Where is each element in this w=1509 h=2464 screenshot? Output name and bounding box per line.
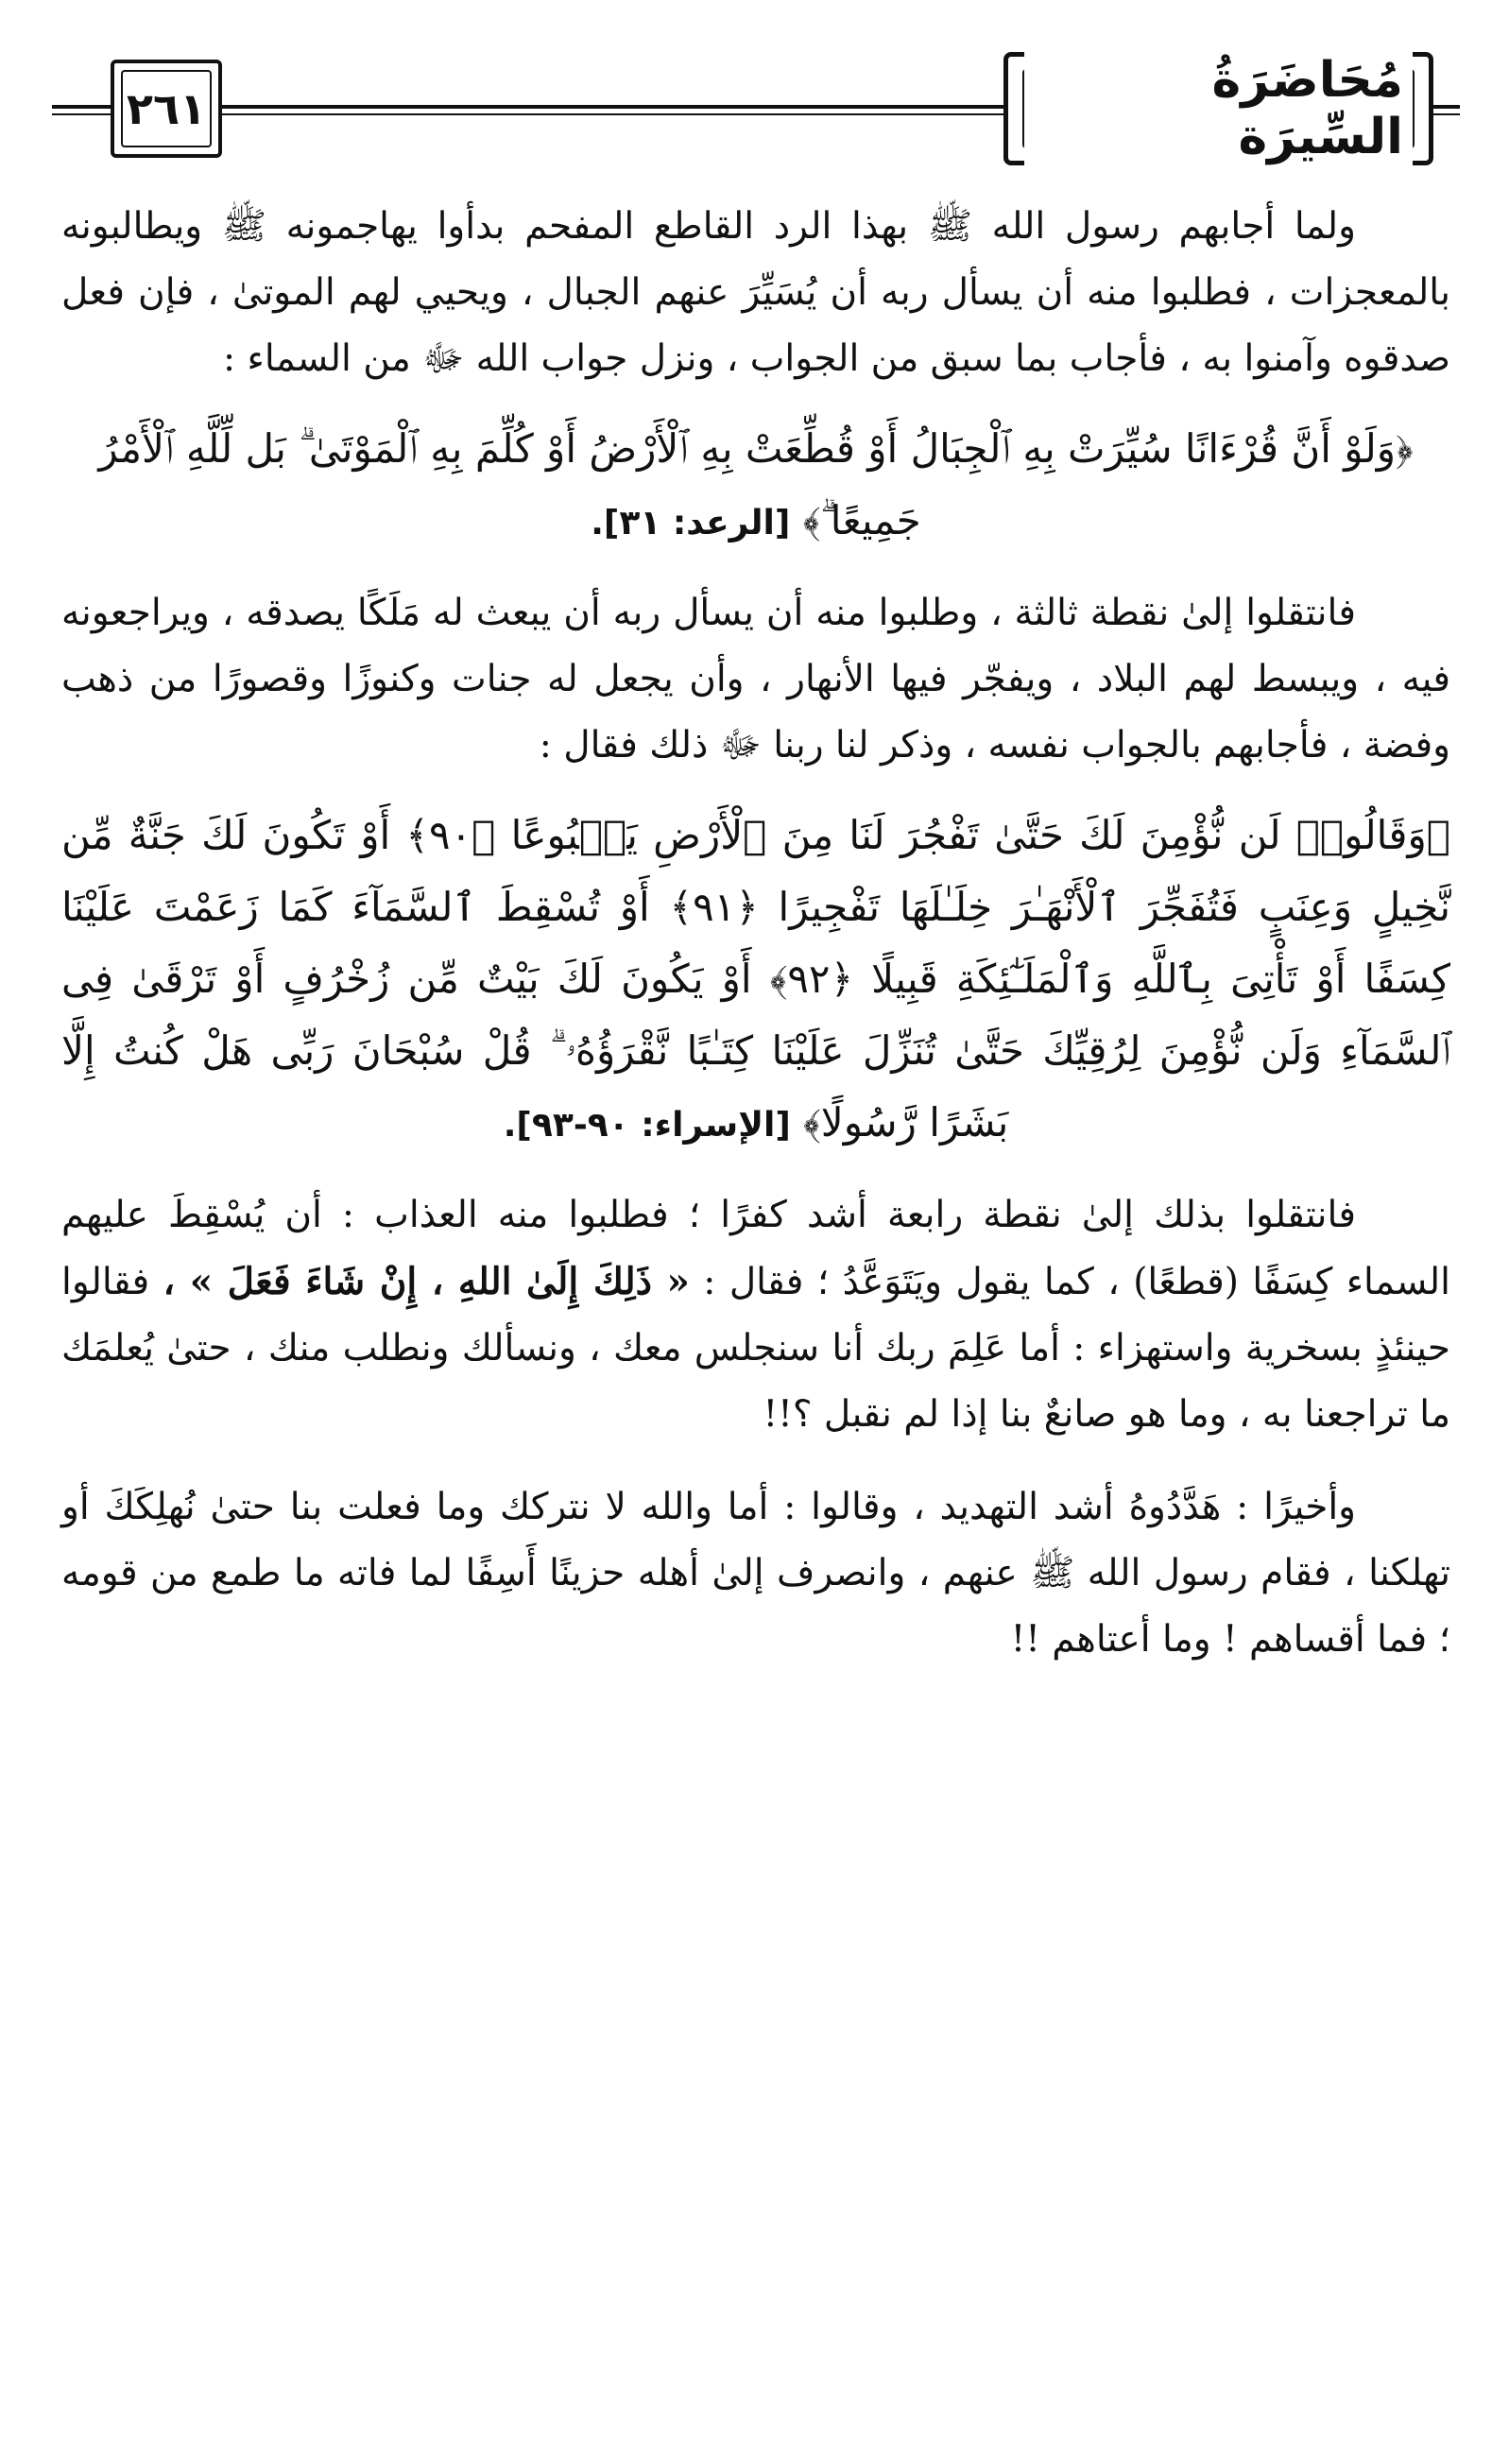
quran-verse-2 (61, 800, 1450, 1162)
quran-verse-2-reference: [الإسراء: ٩٠-٩٣]. (503, 1106, 791, 1145)
quran-verse-1-text: ﴿وَلَوْ أَنَّ قُرْءَانًا سُيِّرَتْ بِهِ ٱلْجِبَالُ أَوْ قُطِّعَتْ بِهِ ٱلْأَرْضُ أَوْ كُلِّمَ بِهِ ٱلْمَوْتَىٰ ۗ بَل لِّلَّهِ ٱلْأَمْرُ جَمِيعًا ۗ﴾ (98, 425, 1414, 543)
running-title-frame (1003, 52, 1433, 165)
paragraph-4: وأخيرًا : هَدَّدُوهُ أشد التهديد ، وقالوا : أما والله لا نتركك وما فعلت بنا حتىٰ نُهلِكَكَ أو تهلكنا ، فقام رسول الله ﷺ عنهم ، وانصرف إلىٰ أهله حزينًا أَسِفًا لما فاته ما طمع من قومه ؛ فما أقساهم ! وما أعتاهم !! (61, 1486, 1450, 1661)
quran-verse-1-reference: [الرعد: ٣١]. (591, 504, 791, 543)
paragraph-3-after: فقالوا حينئذٍ بسخرية واستهزاء : أما عَلِمَ ربك أنا سنجلس معك ، ونسألك ونطلب منك ، حتىٰ يُعلمَك ما تراجعنا به ، وما هو صانعٌ بنا إذا لم نقبل ؟!! (61, 1261, 1450, 1436)
page-body (61, 194, 1450, 1673)
paragraph-3 (61, 1182, 1450, 1448)
quran-verse-2-text: ﴿وَقَالُوا۟ لَن نُّؤْمِنَ لَكَ حَتَّىٰ تَفْجُرَ لَنَا مِنَ ٱلْأَرْضِ يَنۢبُوعًا ﴿٩٠﴾ أَوْ تَكُونَ لَكَ جَنَّةٌ مِّن نَّخِيلٍ وَعِنَبٍ فَتُفَجِّرَ ٱلْأَنْهَـٰرَ خِلَـٰلَهَا تَفْجِيرًا ﴿٩١﴾ أَوْ تُسْقِطَ ٱلسَّمَآءَ كَمَا زَعَمْتَ عَلَيْنَا كِسَفًا أَوْ تَأْتِىَ بِٱللَّهِ وَٱلْمَلَـٰٓئِكَةِ قَبِيلًا ﴿٩٢﴾ أَوْ يَكُونَ لَكَ بَيْتٌ مِّن زُخْرُفٍ أَوْ تَرْقَىٰ فِى ٱلسَّمَآءِ وَلَن نُّؤْمِنَ لِرُقِيِّكَ حَتَّىٰ تُنَزِّلَ عَلَيْنَا كِتَـٰبًا نَّقْرَؤُهُۥ ۗ قُلْ سُبْحَانَ رَبِّى هَلْ كُنتُ إِلَّا بَشَرًا رَّسُولًا﴾ (61, 812, 1451, 1146)
page-header (52, 52, 1460, 165)
paragraph-3-quote: « ذَلِكَ إِلَىٰ اللهِ ، إِنْ شَاءَ فَعَلَ » ، (163, 1260, 690, 1303)
quran-verse-1 (61, 413, 1450, 560)
paragraph-3-before: فانتقلوا بذلك إلىٰ نقطة رابعة أشد كفرًا ؛ فطلبوا منه العذاب : أن يُسْقِطَ عليهم السماء كِسَفًا (قطعًا) ، كما يقول ويَتَوَعَّدُ ؛ فقال : (61, 1194, 1451, 1303)
page-number-frame (111, 60, 222, 158)
header-rule-right (1433, 105, 1460, 115)
paragraph-1: ولما أجابهم رسول الله ﷺ بهذا الرد القاطع المفحم بدأوا يهاجمونه ﷺ ويطالبونه بالمعجزات ، فطلبوا منه أن يسأل ربه أن يُسَيِّرَ عنهم الجبال ، ويحيي لهم الموتىٰ ، فإن فعل صدقوه وآمنوا به ، فأجاب بما سبق من الجواب ، ونزل جواب الله ﷻ من السماء : (61, 205, 1450, 380)
page-number: ٢٦١ (121, 70, 212, 147)
running-title-ornament (1022, 52, 1415, 165)
header-rule-left (52, 105, 111, 115)
paragraph-2: فانتقلوا إلىٰ نقطة ثالثة ، وطلبوا منه أن يسأل ربه أن يبعث له مَلَكًا يصدقه ، ويراجعونه فيه ، ويبسط لهم البلاد ، ويفجّر فيها الأنهار ، وأن يجعل له جنات وكنوزًا وقصورًا من ذهب وفضة ، فأجابهم بالجواب نفسه ، وذكر لنا ربنا ﷻ ذلك فقال : (61, 592, 1450, 767)
running-title: مُحَاضَرَةُ السِّيرَة (1024, 52, 1413, 165)
header-rule-middle (222, 105, 1030, 115)
